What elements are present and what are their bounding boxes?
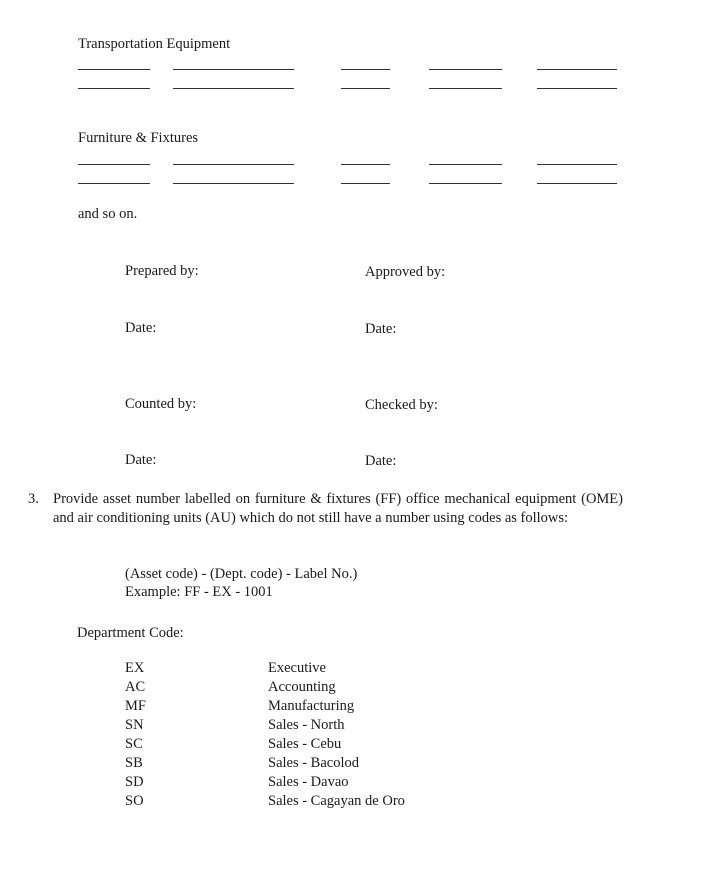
dept-name: Sales - Bacolod bbox=[268, 755, 360, 771]
asset-code-example: Example: FF - EX - 1001 bbox=[125, 584, 273, 600]
dept-code: SD bbox=[125, 774, 144, 790]
dept-name: Accounting bbox=[268, 679, 336, 695]
dept-code: SB bbox=[125, 755, 143, 771]
dept-code: MF bbox=[125, 698, 146, 714]
dept-code: AC bbox=[125, 679, 146, 695]
section-heading-transportation: Transportation Equipment bbox=[78, 36, 231, 52]
dept-name: Sales - Davao bbox=[268, 774, 349, 790]
counted-date-label: Date: bbox=[125, 452, 157, 468]
approved-date-label: Date: bbox=[365, 321, 397, 337]
dept-name: Manufacturing bbox=[268, 698, 355, 714]
department-code-heading: Department Code: bbox=[77, 625, 184, 641]
asset-code-format: (Asset code) - (Dept. code) - Label No.) bbox=[125, 566, 358, 582]
dept-name: Sales - Cebu bbox=[268, 736, 342, 752]
dept-code: SN bbox=[125, 717, 144, 733]
counted-by-label: Counted by: bbox=[125, 396, 197, 412]
item-3-number: 3. bbox=[28, 491, 39, 507]
dept-code: EX bbox=[125, 660, 145, 676]
prepared-date-label: Date: bbox=[125, 320, 157, 336]
dept-name: Executive bbox=[268, 660, 326, 676]
dept-code: SO bbox=[125, 793, 144, 809]
section-heading-furniture: Furniture & Fixtures bbox=[78, 130, 199, 146]
dept-code: SC bbox=[125, 736, 143, 752]
dept-name: Sales - Cagayan de Oro bbox=[268, 793, 405, 809]
checked-by-label: Checked by: bbox=[365, 397, 438, 413]
checked-date-label: Date: bbox=[365, 453, 397, 469]
item-3-paragraph bbox=[28, 490, 623, 528]
approved-by-label: Approved by: bbox=[365, 264, 446, 280]
prepared-by-label: Prepared by: bbox=[125, 263, 199, 279]
and-so-on-text: and so on. bbox=[78, 206, 138, 222]
dept-name: Sales - North bbox=[268, 717, 345, 733]
item-3-text: Provide asset number labelled on furniture & fixtures (FF) office mechanical equipment (OME) and air conditioning units (AU) which do not still have a number using codes as follows: bbox=[53, 491, 623, 526]
